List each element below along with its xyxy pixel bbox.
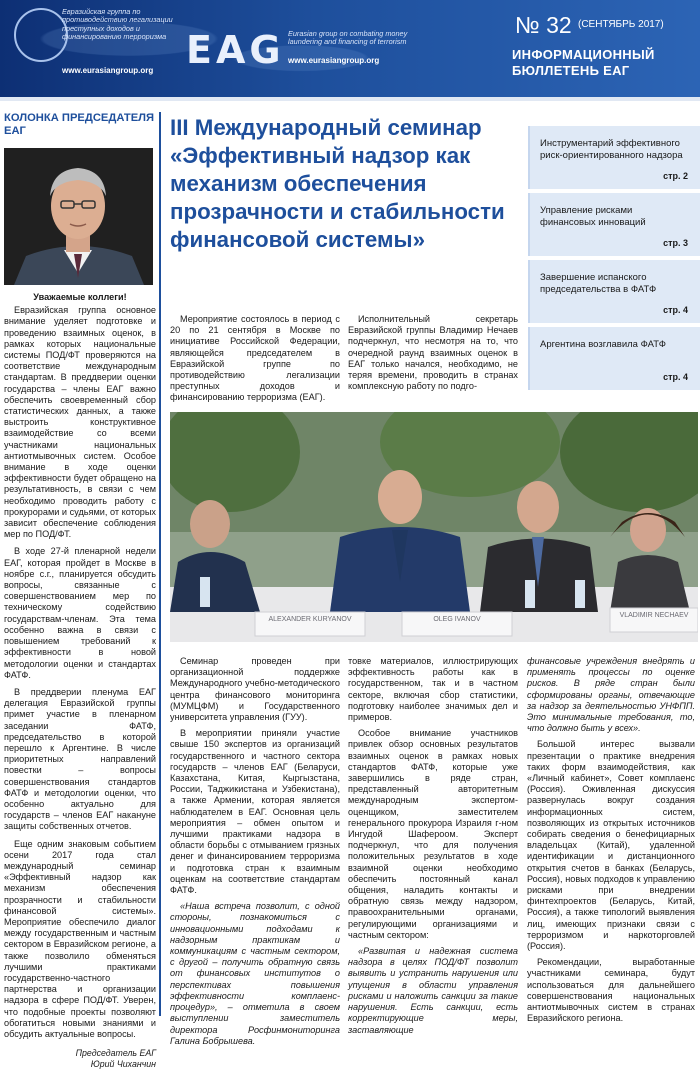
article-paragraph: Особое внимание участников привлек обзор основных результатов взаимных оценок в рамках новых стандартов ФАТФ, которые уже завершились в ряде стран, представленный авторитетным международным экспертом-оценщиком, заместителем генерального прокурора Израиля г-ном Ингудой Шафероом. Эксперт подчеркнул, что для получения положительных результатов в ходе взаимной оценки необходимо обеспечить постоянный канал общения, наладить контакты и обратную связь между надзором, правоохранительными органами, регулирующими организациями и частным сектором: [348, 728, 518, 940]
column-divider [159, 112, 161, 1016]
signature-role: Председатель ЕАГ [75, 1048, 156, 1059]
toc-item-title: Завершение испанского председательства в ФАТФ [540, 272, 657, 295]
nameplate: OLEG IVANOV [433, 616, 481, 623]
article-quote: финансовые учреждения внедрять и применять процессы по оценке рисков. В ряде стран были сформированы органы, отвечающие за надзор за деятельностью УНФПП. Это минимальные требования, то, что должно быть у всех». [527, 656, 695, 734]
header-divider [0, 97, 700, 101]
article-quote: «Развитая и надежная система надзора в целях ПОД/ФТ позволит выявить и устранить нарушения или упущения в области управления рисками и наложить санкции за такие нарушения. Есть санкции, есть корректирующие меры, заставляющие [348, 946, 518, 1035]
header-url-left[interactable]: www.eurasiangroup.org [62, 66, 154, 75]
toc-item-page: стр. 3 [663, 238, 688, 248]
issue-number: № 32 [515, 12, 572, 38]
bulletin-title: ИНФОРМАЦИОННЫЙ БЮЛЛЕТЕНЬ ЕАГ [512, 47, 655, 78]
article-paragraph: Большой интерес вызвали презентации о практике внедрения таких форм взаимодействия, как «Личный кабинет», Совет комплаенс (Россия). Оживленная дискуссия развернулась вокруг создания информационных систем, позволяющих из открытых источников собирать сведения о бенефициарных владельцах (Китай), удаленной идентификации и дистанционного открытия счетов в банках (Беларусь, Россия), новых подходов к управлению рисками при внедрении финтехпроектов (Беларусь, Китай, Россия), а также типологий выявления лиц, имеющих признаки связи с терроризмом и наркоторговлей (Россия). [527, 739, 695, 952]
table-of-contents [528, 126, 700, 394]
article-column-2 [348, 656, 518, 1036]
chair-greeting: Уважаемые коллеги! [33, 292, 127, 302]
nameplate: ALEXANDER KURYANOV [268, 616, 352, 623]
article-column-3 [527, 656, 695, 1025]
article-paragraph: В мероприятии приняли участие свыше 150 экспертов из организаций государственного и частного сектора государств – членов ЕАГ (Беларуси, Казахстана, Китая, Кыргызстана, России, Таджикистана и Узбекистана), а также Армении, которая является наблюдателем в ЕАГ. Основная цель мероприятия – обмен опытом и лучшими практиками надзора в области борьбы с отмыванием грязных денег и финансированием терроризма и подготовка стран к взаимным оценкам на соответствие стандартам ФАТФ. [170, 728, 340, 896]
article-column-1 [170, 656, 340, 1047]
toc-item-page: стр. 4 [663, 305, 688, 315]
toc-item-title: Аргентина возглавила ФАТФ [540, 339, 666, 350]
chair-portrait [4, 148, 153, 285]
chair-paragraph: В преддверии пленума ЕАГ делегация Евразийской группы примет участие в пленарном заседании ФАТФ, председательство в которой перешло к Аргентине. В числе приоритетных направлений повестки – вопросы совершенствования стандартов ФАТФ и методологии оценки, что особенно актуально для государств – членов ЕАГ накануне защиты собственных отчетов. [4, 686, 156, 832]
chair-column-heading: КОЛОНКА ПРЕДСЕДАТЕЛЯ ЕАГ [4, 112, 155, 137]
toc-item[interactable] [528, 327, 700, 390]
signature-name: Юрий Чиханчин [90, 1058, 156, 1069]
intro-paragraph: Исполнительный секретарь Евразийской группы Владимир Нечаев подчеркнул, что несмотря на то, что очередной раунд взаимных оценок в ЕАГ только начался, необходимо, не теряя времени, проводить в странах комплексную работу по подго- [348, 314, 518, 392]
seminar-photo [170, 412, 698, 642]
globe-emblem-icon [14, 8, 68, 62]
chair-column-text [4, 292, 156, 1069]
eag-logo: EAG [186, 28, 285, 72]
org-name-ru: Евразийская группа по противодействию легализации преступных доходов и финансированию терроризма [62, 7, 173, 42]
article-paragraph: Семинар проведен при организационной поддержке Международного учебно-методического центра финансового мониторинга (МУМЦФМ) и Государственного университета управления (ГУУ). [170, 656, 340, 723]
toc-item[interactable] [528, 193, 700, 256]
article-quote: «Наша встреча позволит, с одной стороны, познакомиться с инновационными подходами к надзорным практикам и коммуникациям с частным сектором, с другой – получить обратную связь от финансовых институтов о перспективах повышения эффективности комплаенс-процедур», – отметила в своем выступлении заместитель директора Росфинмониторинга Галина Бобрышева. [170, 901, 340, 1046]
article-intro-left [170, 314, 340, 404]
article-paragraph: товке материалов, иллюстрирующих эффективность работы как в государственном, так и в частном секторе, включая сбор статистики, подготовку наиболее значимых дел и примеров. [348, 656, 518, 723]
article-paragraph: Рекомендации, выработанные участниками семинара, будут использоваться для дальнейшего совершенствования национальных антиотмывочных систем в странах Евразийского региона. [527, 957, 695, 1024]
portrait-illustration [4, 148, 153, 285]
chair-paragraph: В ходе 27-й пленарной недели ЕАГ, которая пройдет в Москве в ноябре с.г., планируется обсудить вопросы, связанные с совершенствованием мер по техническому содействию государствам-членам. Эта тема особенно важна в связи с повышением требований к эффективности в новой методологии оценки и стандартах ФАТФ. [4, 546, 156, 680]
toc-item-title: Инструментарий эффективного риск-ориентированного надзора [540, 138, 683, 161]
toc-item[interactable] [528, 260, 700, 323]
intro-paragraph: Мероприятие состоялось в период с 20 по 21 сентября в Москве по инициативе Российской Федерации, являющейся председателем в Евразийской группе по противодействию легализации преступных доходов и финансированию терроризма (ЕАГ). [170, 314, 340, 403]
issue-date: (СЕНТЯБРЬ 2017) [578, 19, 664, 30]
toc-item-page: стр. 4 [663, 372, 688, 382]
article-intro-right [348, 314, 518, 392]
toc-item-page: стр. 2 [663, 171, 688, 181]
header-url-right[interactable]: www.eurasiangroup.org [288, 56, 380, 65]
nameplate: VLADIMIR NECHAEV [619, 612, 689, 619]
toc-item[interactable] [528, 126, 700, 189]
article-title: III Международный семинар «Эффективный надзор как механизм обеспечения прозрачности и стабильности финансовой системы» [170, 115, 505, 252]
chair-paragraph: Еще одним знаковым событием осени 2017 года стал международный семинар «Эффективный надзор как механизм обеспечения прозрачности и стабильности финансовой системы». Мероприятие обеспечило диалог между государственным и частным сектором в Евразийском регионе, а также позволило обменяться лучшими практиками государственно-частного партнерства и организации надзора в сфере ПОД/ФТ. Уверен, что подобные проекты позволяют обогатиться новыми знаниями и обсудить актуальные вопросы. [4, 838, 156, 1039]
masthead [0, 0, 700, 97]
chair-paragraph: Евразийская группа основное внимание уделяет подготовке и проведению взаимных оценок, в рамках которых национальные системы ПОД/ФТ проверяются на соответствие международным стандартам. В преддверии оценки государства – члены ЕАГ важно обеспечить своевременный сбор статистических данных, а также выстроить конструктивное взаимодействие со всеми участниками национальных антиотмывочных систем. Особое внимание в ходе оценки эффективности будет обращено на результативность, в связи с чем необходимо проводить работу с прокурорами и судьями, от которых зависит обеспечение соблюдения мер по ПОД/ФТ. [4, 305, 156, 540]
toc-item-title: Управление рисками финансовых инноваций [540, 205, 646, 228]
org-name-en: Eurasian group on combating money laundering and financing of terrorism [288, 29, 408, 47]
